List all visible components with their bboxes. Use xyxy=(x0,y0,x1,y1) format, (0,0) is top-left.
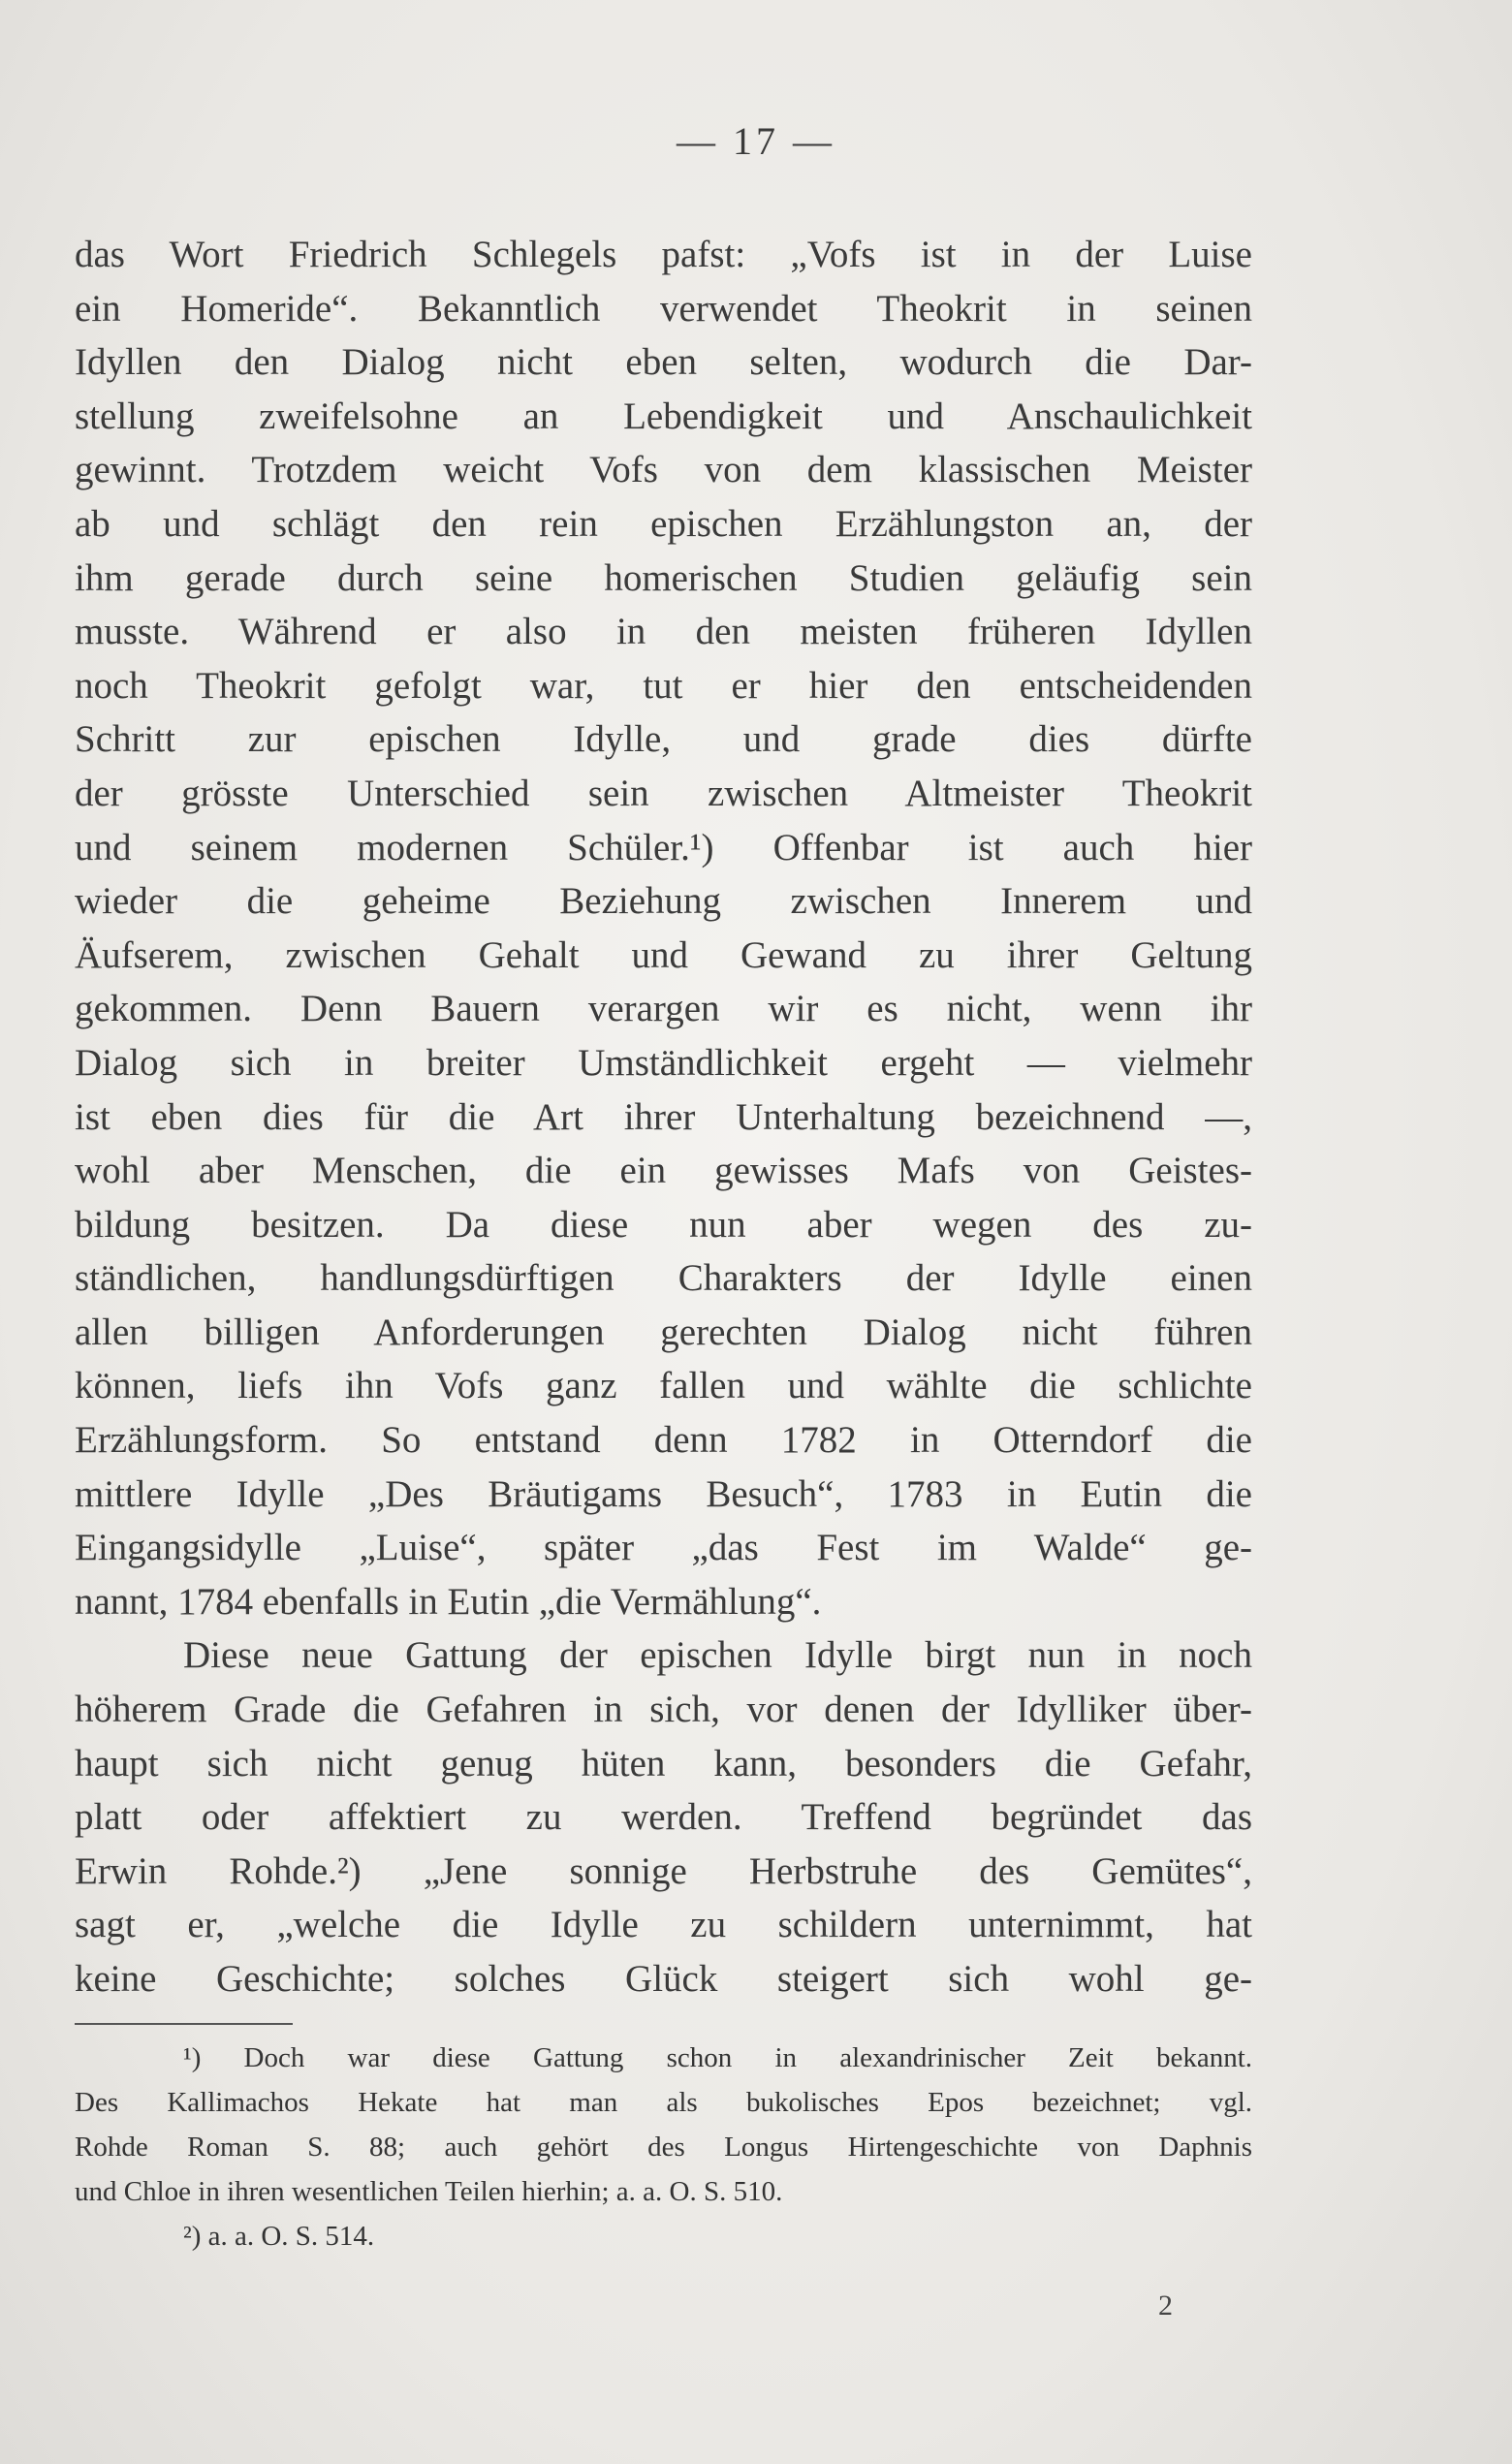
body-line: ihm gerade durch seine homerischen Studien geläufig sein xyxy=(75,556,1252,599)
body-line: gewinnt. Trotzdem weicht Vofs von dem klassischen Meister xyxy=(75,449,1252,491)
body-line: Schritt zur epischen Idylle, und grade dies dürfte xyxy=(75,718,1252,761)
body-line: höherem Grade die Gefahren in sich, vor denen der Idylliker über- xyxy=(75,1689,1252,1731)
signature-mark: 2 xyxy=(1158,2290,1173,2322)
body-line: ist eben dies für die Art ihrer Unterhaltung bezeichnend —, xyxy=(75,1095,1252,1138)
body-line: stellung zweifelsohne an Lebendigkeit und Anschaulichkeit xyxy=(75,395,1252,437)
body-line: ab und schlägt den rein epischen Erzählungston an, der xyxy=(75,502,1252,545)
body-line: wohl aber Menschen, die ein gewisses Mafs von Geistes- xyxy=(75,1150,1252,1192)
body-line: Dialog sich in breiter Umständlichkeit ergeht — vielmehr xyxy=(75,1041,1252,1084)
footnote-divider xyxy=(75,2023,293,2025)
body-line: musste. Während er also in den meisten früheren Idyllen xyxy=(75,611,1252,653)
body-line: Eingangsidylle „Luise“, später „das Fest im Walde“ ge- xyxy=(75,1527,1252,1569)
body-line: sagt er, „welche die Idylle zu schildern unternimmt, hat xyxy=(75,1904,1252,1946)
body-line: nannt, 1784 ebenfalls in Eutin „die Vermählung“. xyxy=(75,1580,822,1623)
body-line: gekommen. Denn Bauern verargen wir es nicht, wenn ihr xyxy=(75,988,1252,1030)
body-line: ständlichen, handlungsdürftigen Charakters der Idylle einen xyxy=(75,1257,1252,1300)
footnote-line: Rohde Roman S. 88; auch gehört des Longus Hirtengeschichte von Daphnis xyxy=(75,2132,1252,2163)
body-line: Erzählungsform. So entstand denn 1782 in Otterndorf die xyxy=(75,1419,1252,1462)
body-line: können, liefs ihn Vofs ganz fallen und wählte die schlichte xyxy=(75,1365,1252,1407)
footnotes xyxy=(75,2036,1252,2259)
body-line: Äufserem, zwischen Gehalt und Gewand zu ihrer Geltung xyxy=(75,933,1252,976)
body-line: bildung besitzen. Da diese nun aber wegen des zu- xyxy=(75,1203,1252,1246)
body-line: mittlere Idylle „Des Bräutigams Besuch“, 1783 in Eutin die xyxy=(75,1472,1252,1515)
body-line: Idyllen den Dialog nicht eben selten, wodurch die Dar- xyxy=(75,341,1252,384)
body-line: ein Homeride“. Bekanntlich verwendet Theokrit in seinen xyxy=(75,287,1252,330)
body-text xyxy=(75,228,1252,2006)
body-line: allen billigen Anforderungen gerechten Dialog nicht führen xyxy=(75,1311,1252,1353)
body-line: wieder die geheime Beziehung zwischen Innerem und xyxy=(75,880,1252,923)
footnote-line: Des Kallimachos Hekate hat man als bukolisches Epos bezeichnet; vgl. xyxy=(75,2087,1252,2118)
body-line: haupt sich nicht genug hüten kann, besonders die Gefahr, xyxy=(75,1742,1252,1785)
footnote-line: und Chloe in ihren wesentlichen Teilen hierhin; a. a. O. S. 510. xyxy=(75,2176,783,2207)
footnote-line: ²) a. a. O. S. 514. xyxy=(183,2221,375,2252)
page-number: — 17 — xyxy=(677,119,835,163)
body-line: und seinem modernen Schüler.¹) Offenbar ist auch hier xyxy=(75,826,1252,869)
body-line: das Wort Friedrich Schlegels pafst: „Vofs ist in der Luise xyxy=(75,234,1252,275)
body-line: platt oder affektiert zu werden. Treffend begründet das xyxy=(75,1796,1252,1839)
body-line: der grösste Unterschied sein zwischen Altmeister Theokrit xyxy=(75,772,1252,814)
body-line: noch Theokrit gefolgt war, tut er hier den entscheidenden xyxy=(75,664,1252,707)
body-line: keine Geschichte; solches Glück steigert sich wohl ge- xyxy=(75,1958,1252,2000)
body-line: Erwin Rohde.²) „Jene sonnige Herbstruhe des Gemütes“, xyxy=(75,1849,1252,1892)
body-line: Diese neue Gattung der epischen Idylle birgt nun in noch xyxy=(183,1634,1252,1677)
footnote-line: ¹) Doch war diese Gattung schon in alexandrinischer Zeit bekannt. xyxy=(183,2042,1252,2073)
